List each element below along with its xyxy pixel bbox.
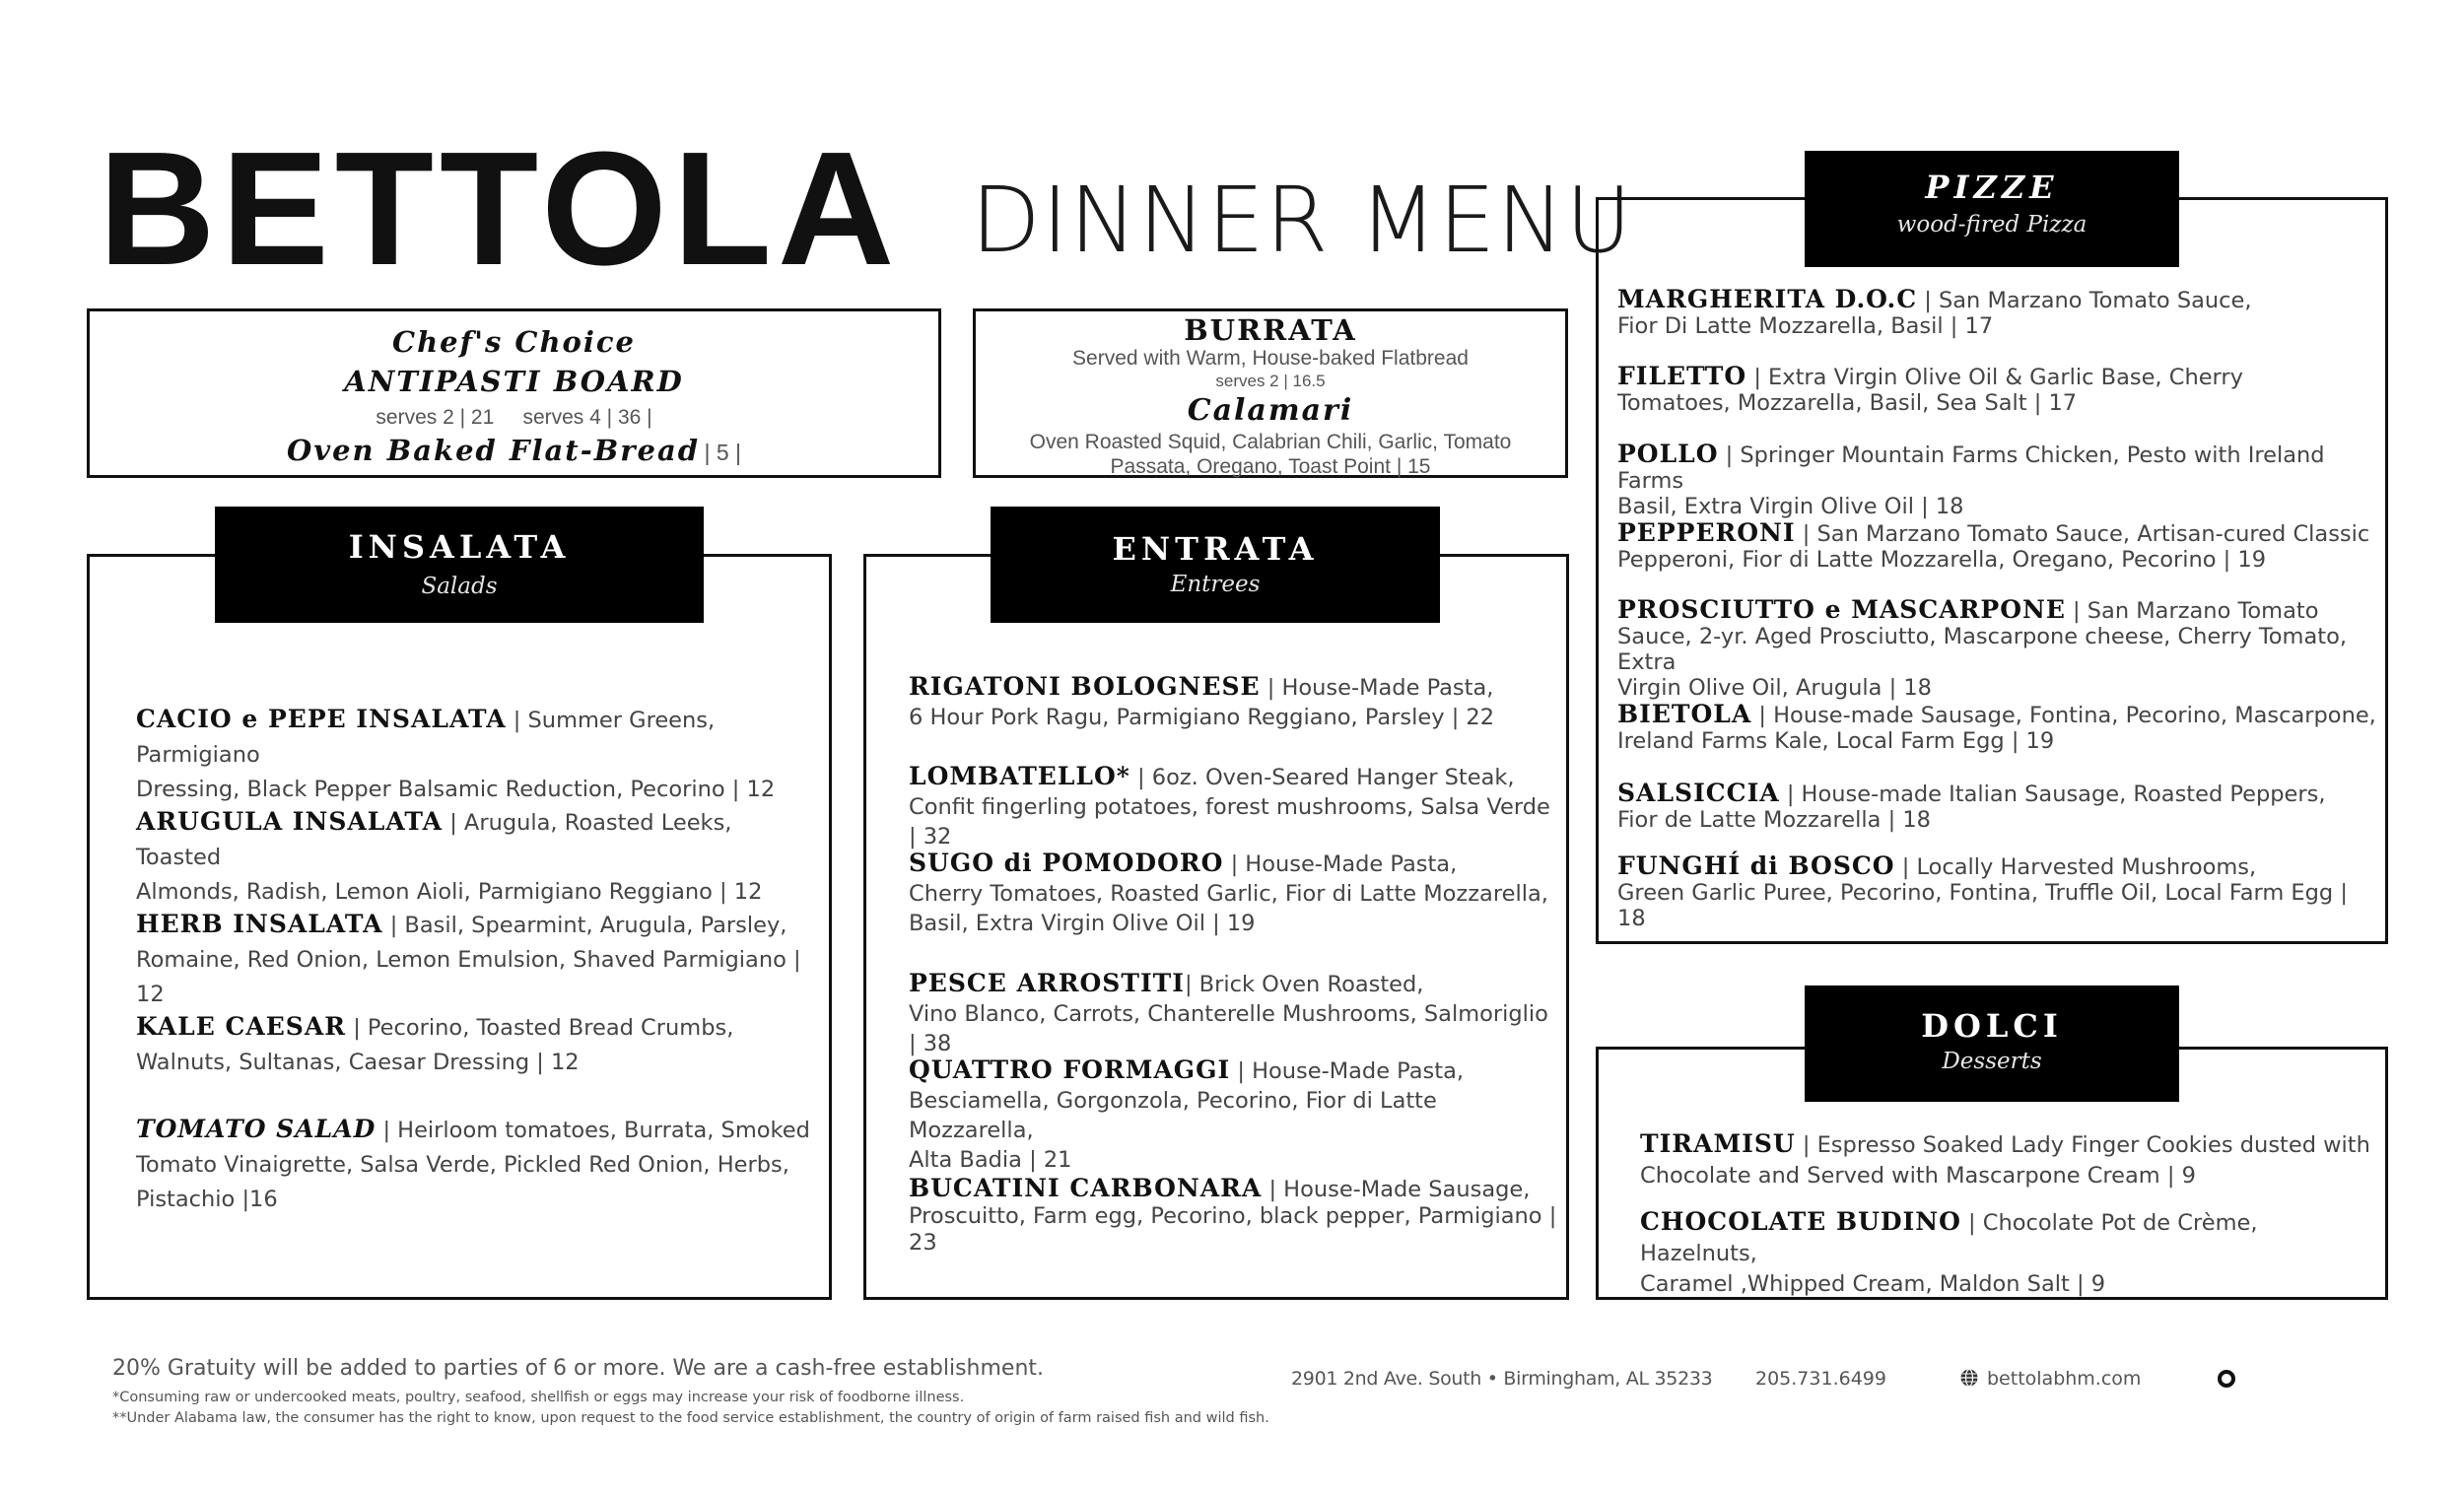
flatbread-price: | 5 | (704, 440, 742, 465)
page-title: DINNER MENU (971, 168, 1633, 273)
item-desc: | San Marzano Tomato Sauce, Artisan-cured Classic (1802, 521, 2370, 547)
address: 2901 2nd Ave. South • Birmingham, AL 35233 (1291, 1368, 1713, 1390)
item-desc: Chocolate and Served with Mascarpone Cream | 9 (1640, 1163, 2196, 1189)
item-desc: Almonds, Radish, Lemon Aioli, Parmigiano Reggiano | 12 (136, 879, 763, 905)
menu-item (909, 762, 1559, 851)
item-desc: Besciamella, Gorgonzola, Pecorino, Fior di Latte Mozzarella, (909, 1088, 1437, 1143)
item-name: RIGATONI BOLOGNESE (909, 672, 1261, 701)
item-desc: Pepperoni, Fior di Latte Mozzarella, Oregano, Pecorino | 19 (1617, 547, 2267, 573)
menu-item (909, 672, 1559, 732)
item-desc: | Heirloom tomatoes, Burrata, Smoked (382, 1118, 810, 1143)
item-desc: Confit fingerling potatoes, forest mushrooms, Salsa Verde | 32 (909, 794, 1550, 850)
item-desc: | Basil, Spearmint, Arugula, Parsley, (389, 913, 787, 938)
globe-icon (1959, 1368, 1979, 1388)
item-name: FILETTO (1617, 362, 1747, 390)
item-name: CHOCOLATE BUDINO (1640, 1207, 1961, 1236)
item-desc: 6 Hour Pork Ragu, Parmigiano Reggiano, Parsley | 22 (909, 705, 1495, 730)
item-name: POLLO (1617, 440, 1719, 468)
item-name: PROSCIUTTO e MASCARPONE (1617, 595, 2066, 624)
gratuity-note: 20% Gratuity will be added to parties of 6 or more. We are a cash-free establishment. (112, 1356, 1045, 1381)
burrata-desc: Served with Warm, House-baked Flatbread (1072, 347, 1469, 370)
burrata-serves: serves 2 | 16.5 (1215, 372, 1326, 390)
item-desc: | San Marzano Tomato (2073, 598, 2319, 624)
burrata-box (973, 308, 1568, 478)
item-desc: | Locally Harvested Mushrooms, (1901, 854, 2257, 880)
item-name: ARUGULA INSALATA (136, 807, 444, 836)
item-desc: Basil, Extra Virgin Olive Oil | 18 (1617, 494, 1964, 519)
item-desc: | House-Made Pasta, (1230, 851, 1458, 877)
item-desc: Ireland Farms Kale, Local Farm Egg | 19 (1617, 728, 2055, 754)
item-desc: Sauce, 2-yr. Aged Prosciutto, Mascarpone cheese, Cherry Tomato, Extra (1617, 624, 2347, 675)
menu-item (1617, 853, 2376, 931)
item-name: PESCE ARROSTITI (909, 969, 1185, 997)
item-desc: Cherry Tomatoes, Roasted Garlic, Fior di Latte Mozzarella, (909, 881, 1548, 907)
pizze-header (1805, 151, 2179, 267)
item-desc: Pistachio |16 (136, 1187, 278, 1212)
menu-item (909, 849, 1559, 938)
item-name: BUCATINI CARBONARA (909, 1174, 1263, 1202)
entrata-header (991, 507, 1440, 623)
item-name: MARGHERITA D.O.C (1617, 285, 1918, 313)
item-name: HERB INSALATA (136, 910, 383, 938)
menu-item (1617, 287, 2376, 339)
item-desc: | House-Made Pasta, (1266, 675, 1494, 701)
menu-item (1617, 364, 2376, 416)
menu-item (909, 969, 1559, 1058)
antipasti-serves-4: serves 4 | 36 | (522, 406, 652, 429)
entrata-subtitle: Entrees (1170, 572, 1261, 597)
menu-item (1617, 702, 2376, 754)
phone: 205.731.6499 (1755, 1368, 1886, 1390)
item-desc: | 6oz. Oven-Seared Hanger Steak, (1137, 765, 1515, 790)
item-desc: Walnuts, Sultanas, Caesar Dressing | 12 (136, 1050, 580, 1075)
item-desc: | San Marzano Tomato Sauce, (1924, 288, 2252, 313)
item-desc: Romaine, Red Onion, Lemon Emulsion, Shaved Parmigiano | 12 (136, 947, 801, 1007)
menu-item (136, 804, 816, 910)
antipasti-serves-2: serves 2 | 21 (376, 406, 495, 429)
item-desc: Basil, Extra Virgin Olive Oil | 19 (909, 911, 1256, 936)
item-desc: | Espresso Soaked Lady Finger Cookies dusted with (1802, 1132, 2370, 1158)
item-desc: Caramel ,Whipped Cream, Maldon Salt | 9 (1640, 1271, 2106, 1297)
insalata-subtitle: Salads (421, 574, 498, 599)
item-name: FUNGHÍ di BOSCO (1617, 851, 1895, 880)
item-desc: | House-Made Pasta, (1237, 1058, 1465, 1084)
antipasti-box (87, 308, 941, 478)
item-name: TOMATO SALAD (136, 1115, 376, 1143)
menu-item (136, 1009, 816, 1080)
antipasti-board-title: ANTIPASTI BOARD (344, 365, 684, 398)
item-name: QUATTRO FORMAGGI (909, 1055, 1231, 1084)
restaurant-logo: BETTOLA (99, 118, 901, 299)
item-desc: | Pecorino, Toasted Bread Crumbs, (353, 1015, 734, 1041)
item-desc: | Chocolate Pot de Crème, Hazelnuts, (1640, 1210, 2258, 1266)
insalata-title: INSALATA (348, 528, 571, 566)
chefs-choice-label: Chef's Choice (391, 325, 637, 359)
instagram-icon[interactable] (2218, 1370, 2235, 1388)
menu-item (1640, 1128, 2379, 1191)
dolci-subtitle: Desserts (1942, 1049, 2042, 1074)
item-desc: | House-Made Sausage, (1268, 1177, 1531, 1202)
item-name: KALE CAESAR (136, 1012, 347, 1041)
menu-item (136, 1112, 816, 1217)
item-desc: Vino Blanco, Carrots, Chanterelle Mushrooms, Salmoriglio | 38 (909, 1001, 1548, 1056)
item-desc: | Arugula, Roasted Leeks, Toasted (136, 810, 732, 870)
menu-item (1640, 1206, 2379, 1300)
menu-item (136, 907, 816, 1012)
item-desc: | Summer Greens, Parmigiano (136, 708, 716, 768)
calamari-desc-2: Passata, Oregano, Toast Point | 15 (1110, 455, 1431, 478)
menu-item (909, 1055, 1559, 1175)
menu-item (909, 1175, 1559, 1257)
item-desc: Proscuitto, Farm egg, Pecorino, black pepper, Parmigiano | 23 (909, 1203, 1557, 1256)
menu-item (1617, 781, 2376, 833)
burrata-name: BURRATA (1184, 313, 1357, 347)
consumer-advisory: *Consuming raw or undercooked meats, poultry, seafood, shellfish or eggs may increase your risk of foodborne illness. (112, 1390, 965, 1405)
menu-item (136, 702, 816, 807)
flatbread-name: Oven Baked Flat-Bread (286, 434, 701, 467)
website[interactable]: bettolabhm.com (1987, 1368, 2142, 1390)
item-name: BIETOLA (1617, 700, 1752, 728)
menu-item (1617, 597, 2376, 701)
item-name: TIRAMISU (1640, 1129, 1796, 1158)
item-desc: Green Garlic Puree, Pecorino, Fontina, Truffle Oil, Local Farm Egg | 18 (1617, 880, 2348, 931)
item-desc: Virgin Olive Oil, Arugula | 18 (1617, 675, 1932, 701)
menu-item (1617, 520, 2376, 573)
item-name: PEPPERONI (1617, 518, 1796, 547)
item-desc: Fior Di Latte Mozzarella, Basil | 17 (1617, 313, 1994, 339)
item-desc: | Brick Oven Roasted, (1184, 972, 1424, 997)
dolci-header (1805, 986, 2179, 1102)
item-name: SUGO di POMODORO (909, 849, 1224, 877)
item-desc: Tomatoes, Mozzarella, Basil, Sea Salt | 17 (1617, 390, 2078, 416)
item-desc: Fior de Latte Mozzarella | 18 (1617, 807, 1931, 833)
item-name: LOMBATELLO* (909, 762, 1130, 790)
dolci-title: DOLCI (1921, 1007, 2063, 1045)
item-desc: Tomato Vinaigrette, Salsa Verde, Pickled Red Onion, Herbs, (136, 1152, 789, 1178)
item-name: SALSICCIA (1617, 779, 1780, 807)
pizze-subtitle: wood-fired Pizza (1896, 212, 2088, 238)
menu-item (1617, 442, 2376, 519)
insalata-header (215, 507, 704, 623)
item-desc: | Springer Mountain Farms Chicken, Pesto with Ireland Farms (1617, 442, 2325, 494)
item-name: CACIO e PEPE INSALATA (136, 705, 507, 733)
calamari-name: Calamari (1187, 393, 1354, 428)
item-desc: | House-made Sausage, Fontina, Pecorino, Mascarpone, (1758, 703, 2376, 728)
item-desc: Alta Badia | 21 (909, 1147, 1072, 1173)
pizze-title: PIZZE (1925, 169, 2059, 206)
item-desc: | House-made Italian Sausage, Roasted Peppers, (1786, 782, 2326, 807)
item-desc: | Extra Virgin Olive Oil & Garlic Base, Cherry (1753, 365, 2243, 390)
item-desc: Dressing, Black Pepper Balsamic Reduction, Pecorino | 12 (136, 777, 776, 802)
origin-advisory: **Under Alabama law, the consumer has the right to know, upon request to the food service establishment, the country of origin of farm raised fish and wild fish. (112, 1410, 1269, 1426)
calamari-desc-1: Oven Roasted Squid, Calabrian Chili, Garlic, Tomato (1029, 431, 1512, 453)
entrata-title: ENTRATA (1112, 530, 1319, 568)
